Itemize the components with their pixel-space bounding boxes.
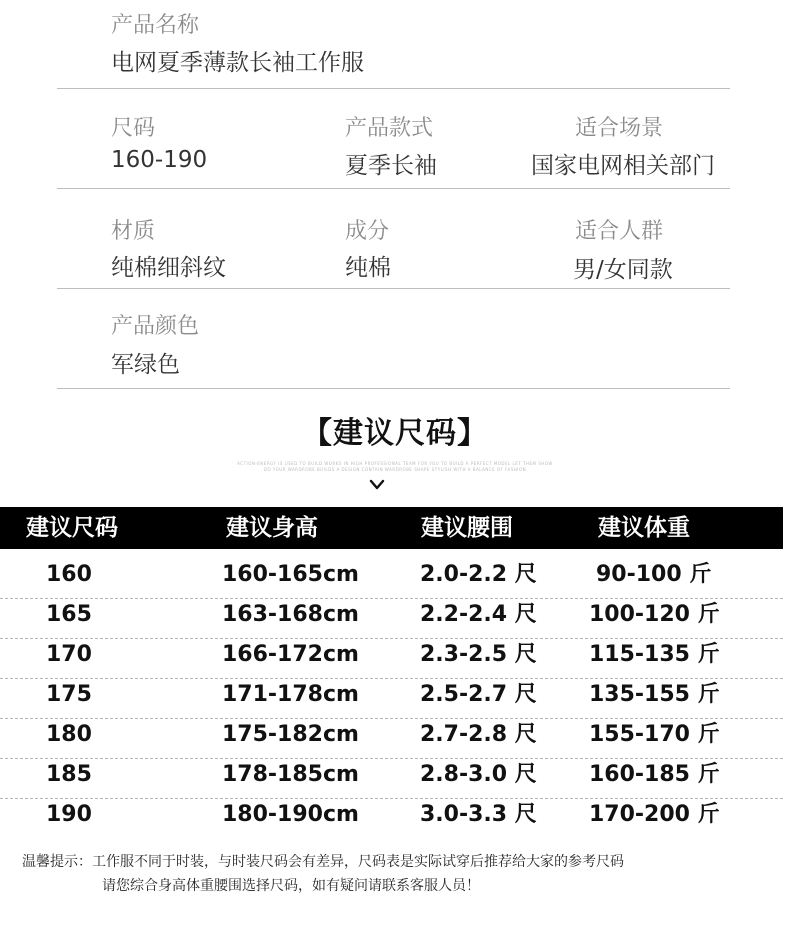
divider	[57, 388, 730, 389]
cell-waist: 2.7-2.8 尺	[420, 722, 537, 747]
composition-value: 纯棉	[345, 255, 391, 281]
product-name-label: 产品名称	[111, 13, 200, 38]
cell-height: 163-168cm	[222, 602, 359, 627]
material-label: 材质	[111, 219, 156, 244]
style-label: 产品款式	[345, 116, 434, 141]
size-value: 160-190	[111, 147, 208, 173]
header-size: 建议尺码	[26, 515, 118, 541]
cell-size: 180	[46, 722, 92, 747]
table-row	[0, 596, 783, 636]
composition-label: 成分	[345, 219, 390, 244]
cell-waist: 2.8-3.0 尺	[420, 762, 537, 787]
cell-weight: 115-135 斤	[589, 642, 720, 667]
header-weight: 建议体重	[598, 515, 690, 541]
cell-weight: 160-185 斤	[589, 762, 720, 787]
cell-size: 160	[46, 562, 92, 587]
cell-height: 178-185cm	[222, 762, 359, 787]
notice-line-1: 温馨提示：工作服不同于时装，与时装尺码会有差异，尺码表是实际试穿后推荐给大家的参考尺码	[22, 854, 624, 870]
divider	[57, 88, 730, 89]
scene-value: 国家电网相关部门	[531, 153, 715, 179]
crowd-value: 男/女同款	[573, 257, 673, 283]
cell-weight: 135-155 斤	[589, 682, 720, 707]
cell-size: 175	[46, 682, 92, 707]
table-row	[0, 796, 783, 836]
table-row	[0, 556, 783, 596]
header-height: 建议身高	[226, 515, 318, 541]
chevron-down-icon	[369, 478, 385, 492]
section-title: 【建议尺码】	[302, 416, 488, 451]
cell-height: 160-165cm	[222, 562, 359, 587]
cell-size: 190	[46, 802, 92, 827]
notice-line-2: 请您综合身高体重腰围选择尺码，如有疑问请联系客服人员！	[102, 878, 480, 894]
color-value: 军绿色	[111, 352, 180, 378]
cell-height: 175-182cm	[222, 722, 359, 747]
product-name-value: 电网夏季薄款长袖工作服	[111, 50, 364, 76]
cell-height: 166-172cm	[222, 642, 359, 667]
cell-size: 185	[46, 762, 92, 787]
cell-waist: 2.2-2.4 尺	[420, 602, 537, 627]
table-row	[0, 636, 783, 676]
material-value: 纯棉细斜纹	[111, 255, 226, 281]
divider	[57, 188, 730, 189]
decorative-caption: DO YOUR WARDROBE BUILDS A DESIGN CONTAIN WARDROBE SHAPE STYLISH WITH A BALANCE OF FASHION	[263, 467, 527, 472]
crowd-label: 适合人群	[575, 219, 664, 244]
size-table-header	[0, 507, 783, 549]
style-value: 夏季长袖	[345, 153, 437, 179]
table-row	[0, 756, 783, 796]
cell-weight: 155-170 斤	[589, 722, 720, 747]
cell-size: 165	[46, 602, 92, 627]
table-row	[0, 676, 783, 716]
cell-size: 170	[46, 642, 92, 667]
color-label: 产品颜色	[111, 314, 200, 339]
cell-waist: 3.0-3.3 尺	[420, 802, 537, 827]
divider	[57, 288, 730, 289]
header-waist: 建议腰围	[421, 515, 513, 541]
cell-waist: 2.3-2.5 尺	[420, 642, 537, 667]
table-row	[0, 716, 783, 756]
cell-waist: 2.5-2.7 尺	[420, 682, 537, 707]
decorative-caption: ACTION-ENERGY IS USED TO BUILD WORKS IN HIGH PROFESSIONAL TEAM FOR YOU TO BUILD A PERFECT MODEL LET THEM SHOW	[237, 461, 553, 466]
scene-label: 适合场景	[575, 116, 664, 141]
cell-weight: 100-120 斤	[589, 602, 720, 627]
cell-height: 180-190cm	[222, 802, 359, 827]
cell-weight: 170-200 斤	[589, 802, 720, 827]
size-label: 尺码	[111, 116, 156, 141]
cell-weight: 90-100 斤	[596, 562, 712, 587]
cell-height: 171-178cm	[222, 682, 359, 707]
cell-waist: 2.0-2.2 尺	[420, 562, 537, 587]
